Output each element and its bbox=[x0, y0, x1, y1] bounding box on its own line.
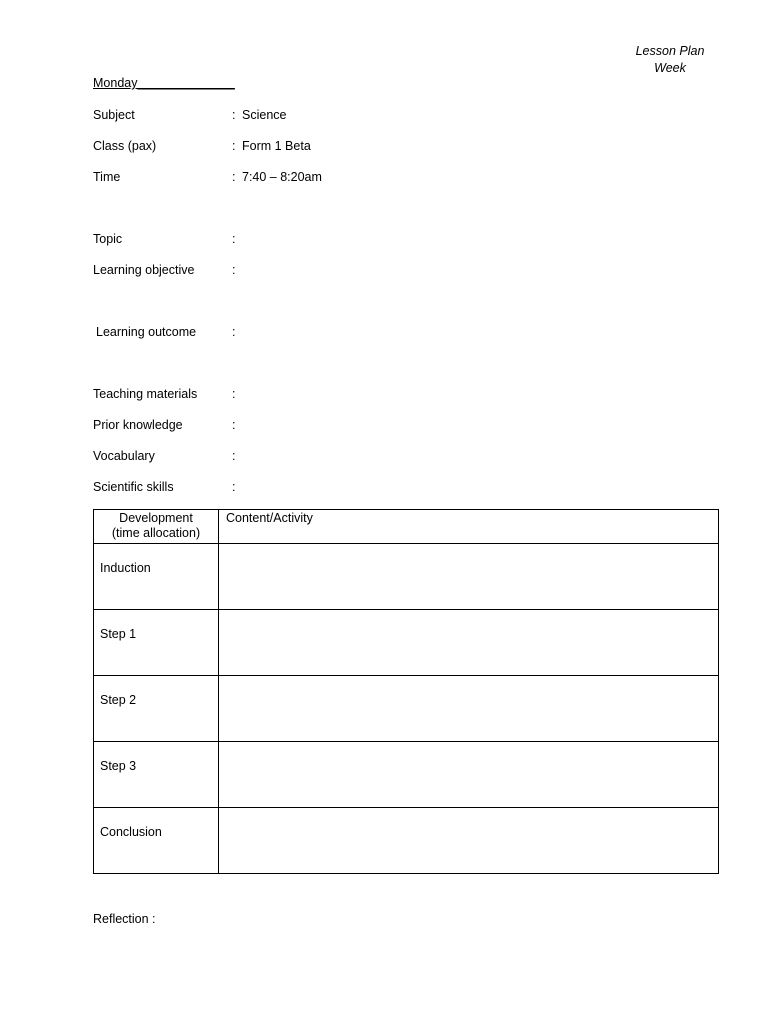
step-label-step-1: Step 1 bbox=[94, 610, 219, 676]
step-label-step-3: Step 3 bbox=[94, 742, 219, 808]
field-label: Vocabulary bbox=[93, 449, 155, 463]
field-colon: : bbox=[232, 232, 236, 246]
field-label: Subject bbox=[93, 108, 135, 122]
field-colon: : bbox=[232, 108, 236, 122]
development-header bbox=[94, 510, 219, 544]
field-value: Science bbox=[242, 108, 287, 122]
content-activity-header: Content/Activity bbox=[219, 510, 719, 544]
lesson-plan-header bbox=[616, 43, 724, 77]
development-header-line2: (time allocation) bbox=[111, 526, 201, 540]
field-label: Teaching materials bbox=[93, 387, 198, 401]
step-label-conclusion: Conclusion bbox=[94, 808, 219, 874]
field-label: Time bbox=[93, 170, 121, 184]
table-row bbox=[94, 742, 719, 808]
lesson-plan-table bbox=[93, 509, 719, 874]
field-colon: : bbox=[232, 325, 236, 339]
day-label: Monday______________ bbox=[93, 76, 235, 90]
field-label: Scientific skills bbox=[93, 480, 174, 494]
table-header-row bbox=[94, 510, 719, 544]
step-content-cell bbox=[219, 742, 719, 808]
field-label: Class (pax) bbox=[93, 139, 157, 153]
week-label: Week bbox=[654, 61, 686, 75]
table-row bbox=[94, 676, 719, 742]
step-content-cell bbox=[219, 676, 719, 742]
lesson-plan-title: Lesson Plan bbox=[635, 44, 705, 58]
field-colon: : bbox=[232, 170, 236, 184]
field-colon: : bbox=[232, 480, 236, 494]
field-label: Prior knowledge bbox=[93, 418, 183, 432]
field-colon: : bbox=[232, 449, 236, 463]
field-value: Form 1 Beta bbox=[242, 139, 311, 153]
step-content-cell bbox=[219, 808, 719, 874]
table-row bbox=[94, 610, 719, 676]
field-label: Topic bbox=[93, 232, 123, 246]
field-value: 7:40 – 8:20am bbox=[242, 170, 322, 184]
field-colon: : bbox=[232, 418, 236, 432]
field-label: Learning objective bbox=[93, 263, 195, 277]
table-row bbox=[94, 808, 719, 874]
field-colon: : bbox=[232, 387, 236, 401]
reflection-label: Reflection : bbox=[93, 912, 156, 926]
field-label: Learning outcome bbox=[96, 325, 197, 339]
field-colon: : bbox=[232, 263, 236, 277]
step-content-cell bbox=[219, 610, 719, 676]
step-label-step-2: Step 2 bbox=[94, 676, 219, 742]
development-header-line1: Development bbox=[119, 511, 193, 525]
field-colon: : bbox=[232, 139, 236, 153]
step-content-cell bbox=[219, 544, 719, 610]
table-row bbox=[94, 544, 719, 610]
step-label-induction: Induction bbox=[94, 544, 219, 610]
